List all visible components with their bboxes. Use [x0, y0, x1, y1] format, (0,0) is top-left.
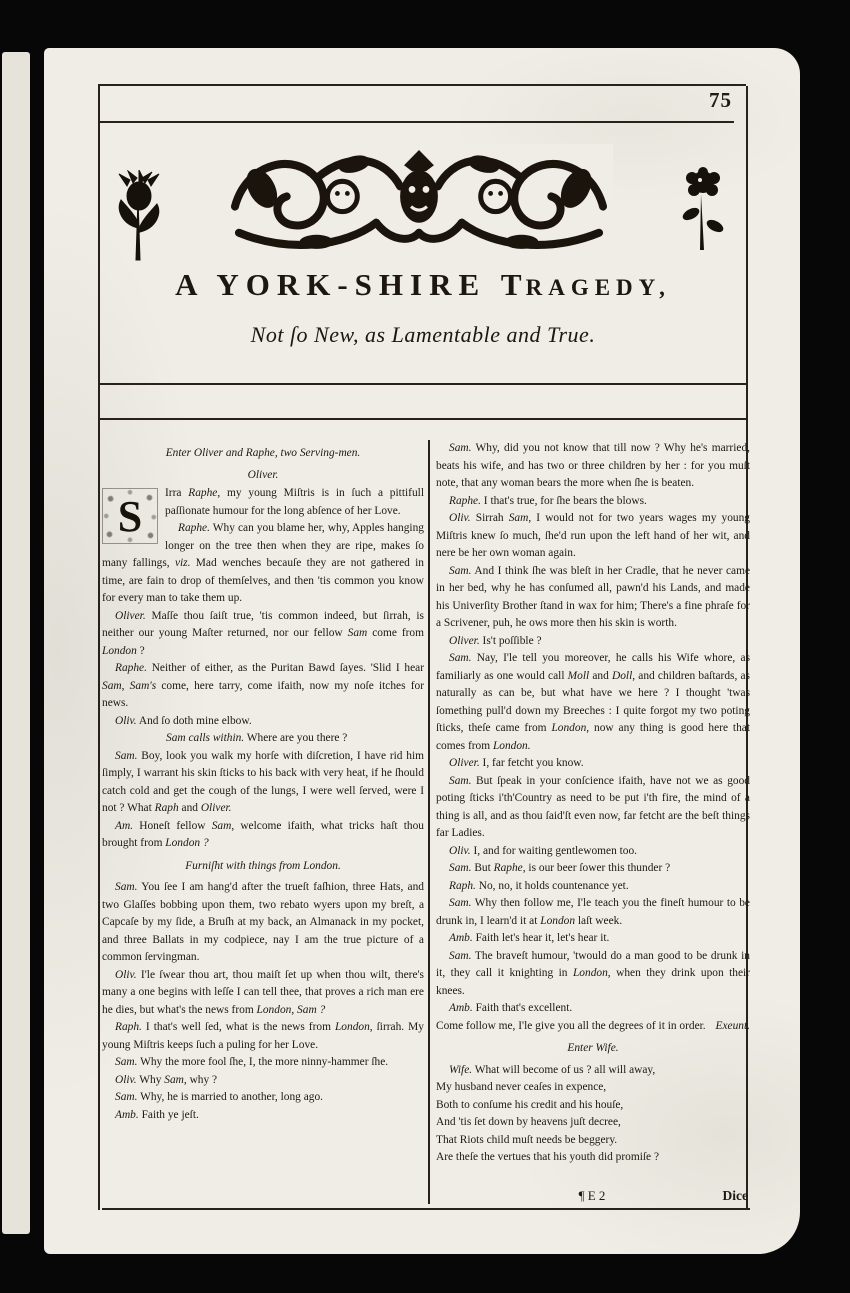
speech-paragraph: Am. Honeſt fellow Sam, welcome ifaith, what tricks haſt thou brought from London ? [102, 819, 424, 849]
speech-paragraph: Oliver. Maſſe thou ſaiſt true, 'tis common indeed, but ſirrah, is neither our young Maſter returned, nor our fellow Sam come from London ? [102, 609, 424, 657]
speech-paragraph: Oliver. I, far fetcht you know. [449, 757, 584, 769]
title-rule-upper [100, 383, 746, 385]
speech-paragraph: Amb. Faith ye jeſt. [115, 1108, 199, 1121]
verse-line: Are theſe the vertues that his youth did promiſe ? [436, 1151, 660, 1163]
text-column-right-inner [436, 440, 750, 1182]
speech-paragraph: Sam. But ſpeak in your conſcience ifaith, have not we as good poting ſticks i'th'Country as need to be put i'th fire, the mind of a thing is all, and as thou ſaid'ſt even now, far fetcht are the beſt things far Ladies. [436, 774, 750, 839]
book-page [44, 48, 800, 1254]
speech-paragraph: Sam. Boy, look you walk my horſe with diſcretion, I have rid him ſimply, I warrant his skin ſticks to his back with very heat, if he ſhould catch cold and get the cough of the lungs, I were well ſerved, were I not ? What Raph and Oliver. [102, 749, 424, 814]
speech-paragraph: Amb. Faith that's excellent. [449, 1002, 573, 1014]
page-number: 75 [709, 88, 732, 112]
play-subtitle: Not ſo New, as Lamentable and True. [250, 322, 596, 347]
speech-paragraph: Sam. You ſee I am hang'd after the trueſt faſhion, three Hats, and two Glaſſes bobbing upon them, two rebato wyers upon my breſt, a Capcaſe by my ſide, a Bruſh at my back, an Almanack in my pocket, and three Ballats in my codpiece, nay I am the true picture of a common ſervingman. [102, 881, 424, 963]
stage-direction-inline: Sam calls within. Where are you there ? [166, 732, 348, 744]
verse-line: Both to conſume his credit and his houſe, [436, 1098, 624, 1111]
headpiece-woodcut [225, 144, 613, 257]
header-rule [100, 121, 734, 123]
speech-paragraph: Oliv. Why Sam, why ? [115, 1073, 218, 1086]
adjacent-page-edge [2, 52, 30, 1234]
play-title [98, 266, 748, 303]
catchword: Dice [722, 1188, 748, 1203]
verse-line: My husband never ceaſes in expence, [436, 1081, 607, 1093]
title-rest: RAGEDY, [525, 275, 671, 300]
speech-paragraph: Oliv. And ſo doth mine elbow. [115, 714, 252, 727]
speech-paragraph: Sam. Why, he is married to another, long ago. [115, 1091, 324, 1103]
frame-rule-top [100, 84, 746, 86]
speech-paragraph: Oliv. I, and for waiting gentlewomen too. [449, 844, 638, 857]
speech-paragraph: Raphe. Why can you blame her, why, Apples hanging longer on the tree then when they are ripe, makes ſo many fallings, viz. Mad wenches becauſe they are not gathered in time, are fain to drop of themſelves, and then 'tis common you know for every man to take them up. [102, 522, 424, 604]
text-block [102, 440, 750, 1210]
speech-paragraph: Sam. Why then follow me, I'le teach you the fineſt humour to be drunk in, I learn'd it at London laſt week. [436, 897, 750, 927]
rose-ornament-icon [682, 166, 724, 252]
verse-line: And 'tis ſet down by heavens juſt decree, [436, 1116, 621, 1128]
verse-line: Wife. What will become of us ? all will away, [449, 1063, 656, 1076]
speech-paragraph: Sam. Nay, I'le tell you moreover, he calls his Wife whore, as familiarly as one would call Moll and Doll, and children baſtards, as naturally as can be, but what have we here ? I thought 'twas ſomething pull'd down my Breeches : I quite forgot my two poting ſticks, theſe came from London, now any thing is good here that comes from London. [436, 652, 750, 752]
speech-paragraph: Sam. Why the more fool ſhe, I, the more ninny-hammer ſhe. [115, 1056, 389, 1068]
speech-paragraph: Oliver. Is't poſſible ? [449, 634, 542, 647]
speech-paragraph: Sam. But Raphe, is our beer ſower this thunder ? [449, 862, 671, 874]
speech-paragraph: Oliv. I'le ſwear thou art, thou maiſt ſet up when thou wilt, there's many a one begins with leſſe I can tell thee, that proves a rich man ere he dies, but what's the news from London, Sam ? [102, 968, 424, 1016]
speech-paragraph: Sam. Why, did you not know that till now ? Why he's married, beats his wife, and has two or three children by her : for you muſt note, that any woman bears the more when ſhe is beaten. [436, 442, 750, 489]
speaker-heading: Oliver. [247, 468, 279, 481]
title-lead: A YORK-SHIRE [175, 267, 487, 302]
verse-lines [436, 1062, 750, 1167]
verse-line: That Riots child muſt needs be beggery. [436, 1133, 618, 1146]
speech-paragraph: Raph. I that's well ſed, what is the news from London, ſirrah. My young Miſtris keeps ſuch a puling for her Love. [102, 1021, 424, 1051]
stage-direction: Furniſht with things from London. [185, 859, 341, 872]
drop-cap-initial: S [102, 488, 158, 544]
title-rule-lower [100, 418, 746, 420]
stage-direction: Enter Oliver and Raphe, two Serving-men. [165, 447, 361, 459]
speech-paragraph: Raphe. Neither of either, as the Puritan Bawd ſayes. 'Slid I hear Sam, Sam's come, here tarry, come ifaith, now my noſe itches for news. [102, 662, 424, 709]
speech-paragraph: Oliv. Sirrah Sam, I would not for two years wages my young Miſtris knew ſo much, ſhe'd run upon the left hand of her wit, and nere be her own woman again. [436, 512, 750, 559]
stage-direction: Enter Wife. [567, 1042, 619, 1054]
text-column-right [436, 440, 750, 1208]
headpiece-engraving [225, 144, 613, 257]
column-divider-rule [428, 440, 430, 1204]
column-footer [436, 1187, 748, 1205]
speech-paragraph: Sam. The braveſt humour, 'twould do a man good to be drunk in it, they call it knighting in London, when they drink upon their knees. [436, 949, 750, 997]
title-initial: T [500, 267, 526, 302]
signature-mark: ¶ E 2 [578, 1188, 606, 1203]
exit-direction: Exeunt. [715, 1019, 750, 1032]
speech-paragraph: Amb. Faith let's hear it, let's hear it. [449, 932, 610, 944]
speech-paragraph: Sam. And I think ſhe was bleſt in her Cradle, that he never came in her bed, why he has conſumed all, pawn'd his Lands, and made his Univerſity Brother ſtand in wax for him; There's a fine phraſe for a Scrivener, puh, he ows more then his skin is worth. [436, 564, 750, 629]
text-column-left [102, 440, 424, 1208]
thistle-ornament-icon [112, 170, 166, 264]
speech-paragraph: Raph. No, no, it holds countenance yet. [449, 879, 629, 892]
speech-paragraph: Come follow me, I'le give you all the degrees of it in order. Exeunt. [436, 1018, 750, 1036]
speech-paragraph: Raphe. I that's true, for ſhe bears the blows. [449, 494, 647, 507]
speech-paragraph: S Irra Raphe, my young Miſtris is in ſuch a pittifull paſſionate humour for the long abſence of her Love. [102, 485, 424, 520]
frame-rule-left [98, 84, 100, 1210]
